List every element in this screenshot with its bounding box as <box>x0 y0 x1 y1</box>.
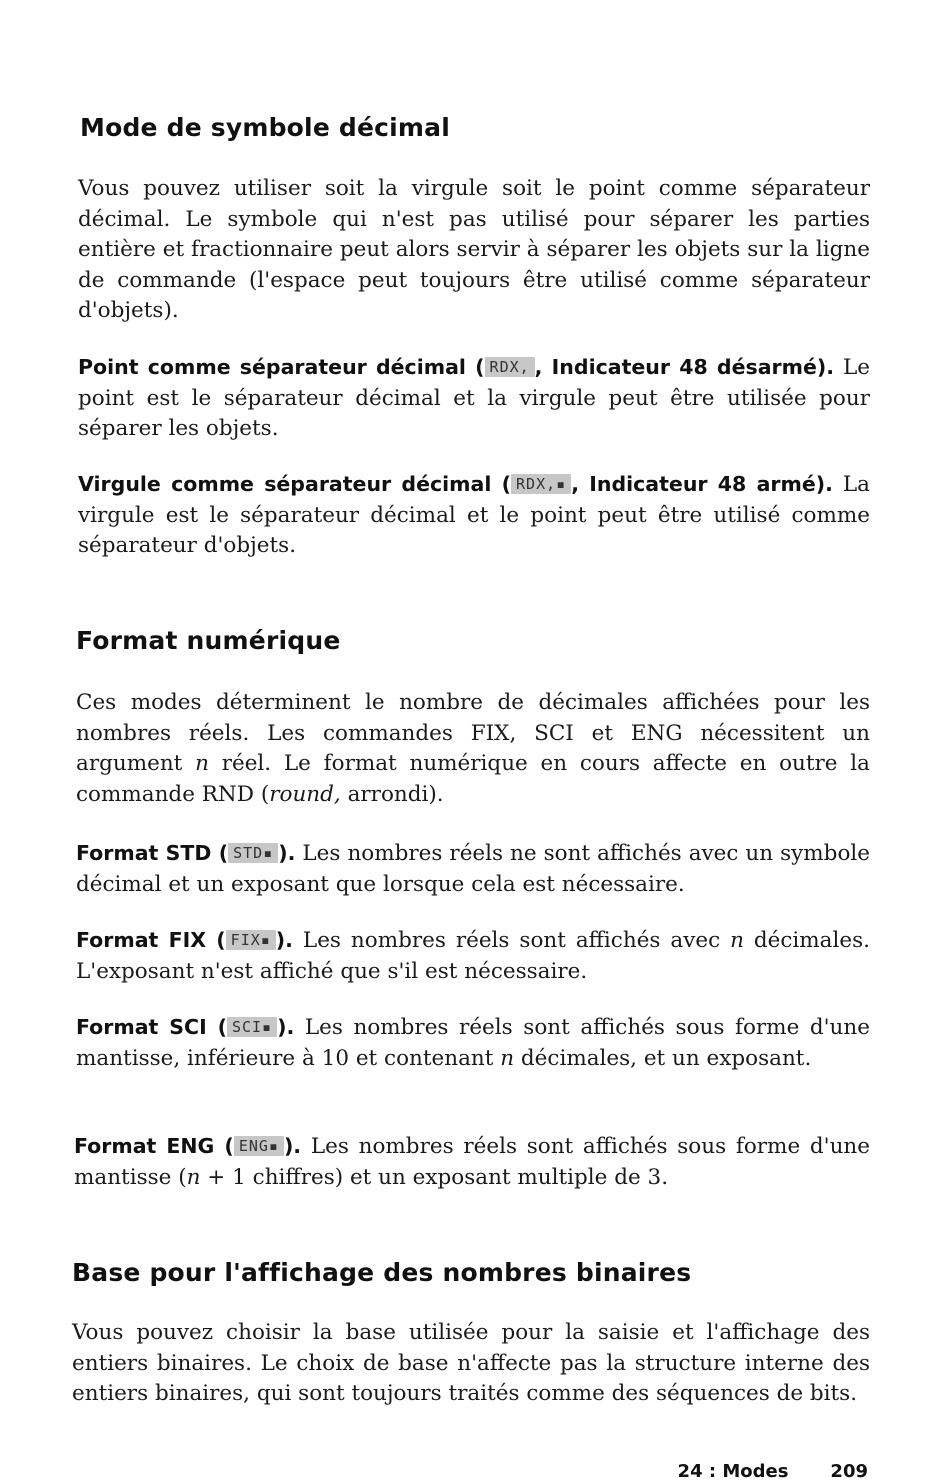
section-title-number-format: Format numérique <box>76 626 341 655</box>
item-format-eng: Format ENG ( ENG▪ ). Les nombres réels sont affichés sous forme d'une mantisse (n + 1 chiffres) et un exposant multiple de 3. <box>74 1134 870 1190</box>
item-lead: Format FIX ( FIX▪ ). <box>76 928 293 952</box>
item-text: La virgule est le séparateur décimal et le point peut être utilisé comme séparateur d'objets. <box>78 472 871 558</box>
item-point-separator <box>78 352 870 445</box>
item-format-std <box>76 838 870 900</box>
item-lead: Virgule comme séparateur décimal ( RDX,▪ , Indicateur 48 armé). <box>78 472 833 496</box>
item-text: Les nombres réels ne sont affichés avec un symbole décimal et un exposant que lorsque cela est nécessaire. <box>76 841 870 897</box>
section-intro-binary-base: Vous pouvez choisir la base utilisée pour la saisie et l'affichage des entiers binaires. Le choix de base n'affecte pas la structure interne des entiers binaires, qui sont toujours traités comme des séquences de bits. <box>72 1320 870 1406</box>
item-format-sci: Format SCI ( SCI▪ ). Les nombres réels sont affichés sous forme d'une mantisse, inférieure à 10 et contenant n décimales, et un exposant. <box>76 1015 870 1071</box>
section-intro-number-format: Ces modes déterminent le nombre de décimales affichées pour les nombres réels. Les commandes FIX, SCI et ENG nécessitent un argument n réel. Le format numérique en cours affecte en outre la commande RND (round, arrondi). <box>76 690 870 807</box>
menu-key-fix: FIX▪ <box>226 930 276 950</box>
item-comma-separator <box>78 469 870 562</box>
item-text: Le point est le séparateur décimal et la virgule peut être utilisée pour séparer les objets. <box>78 355 871 441</box>
section-title-binary-base: Base pour l'affichage des nombres binaires <box>72 1258 692 1287</box>
menu-key-eng: ENG▪ <box>234 1136 284 1156</box>
item-lead: Format ENG ( ENG▪ ). <box>74 1134 302 1158</box>
section-intro-decimal-mode: Vous pouvez utiliser soit la virgule soit le point comme séparateur décimal. Le symbole qui n'est pas utilisé pour séparer les parties entière et fractionnaire peut alors servir à séparer les objets sur la ligne de commande (l'espace peut toujours être utilisé comme séparateur d'objets). <box>78 176 870 323</box>
page-footer <box>678 1461 868 1482</box>
item-format-fix: Format FIX ( FIX▪ ). Les nombres réels sont affichés avec n décimales. L'exposant n'est affiché que s'il est nécessaire. <box>76 928 870 984</box>
section-title-decimal-mode: Mode de symbole décimal <box>80 113 451 142</box>
item-lead: Format STD ( STD▪ ). <box>76 841 296 865</box>
menu-key-rdx: RDX, <box>485 357 535 377</box>
page-number: 209 <box>830 1461 868 1482</box>
menu-key-sci: SCI▪ <box>227 1017 277 1037</box>
menu-key-std: STD▪ <box>228 843 278 863</box>
menu-key-rdx-set: RDX,▪ <box>511 474 571 494</box>
chapter-label: 24 : Modes <box>677 1461 789 1482</box>
item-lead: Point comme séparateur décimal ( RDX, , Indicateur 48 désarmé). <box>78 355 835 379</box>
item-lead: Format SCI ( SCI▪ ). <box>76 1015 295 1039</box>
